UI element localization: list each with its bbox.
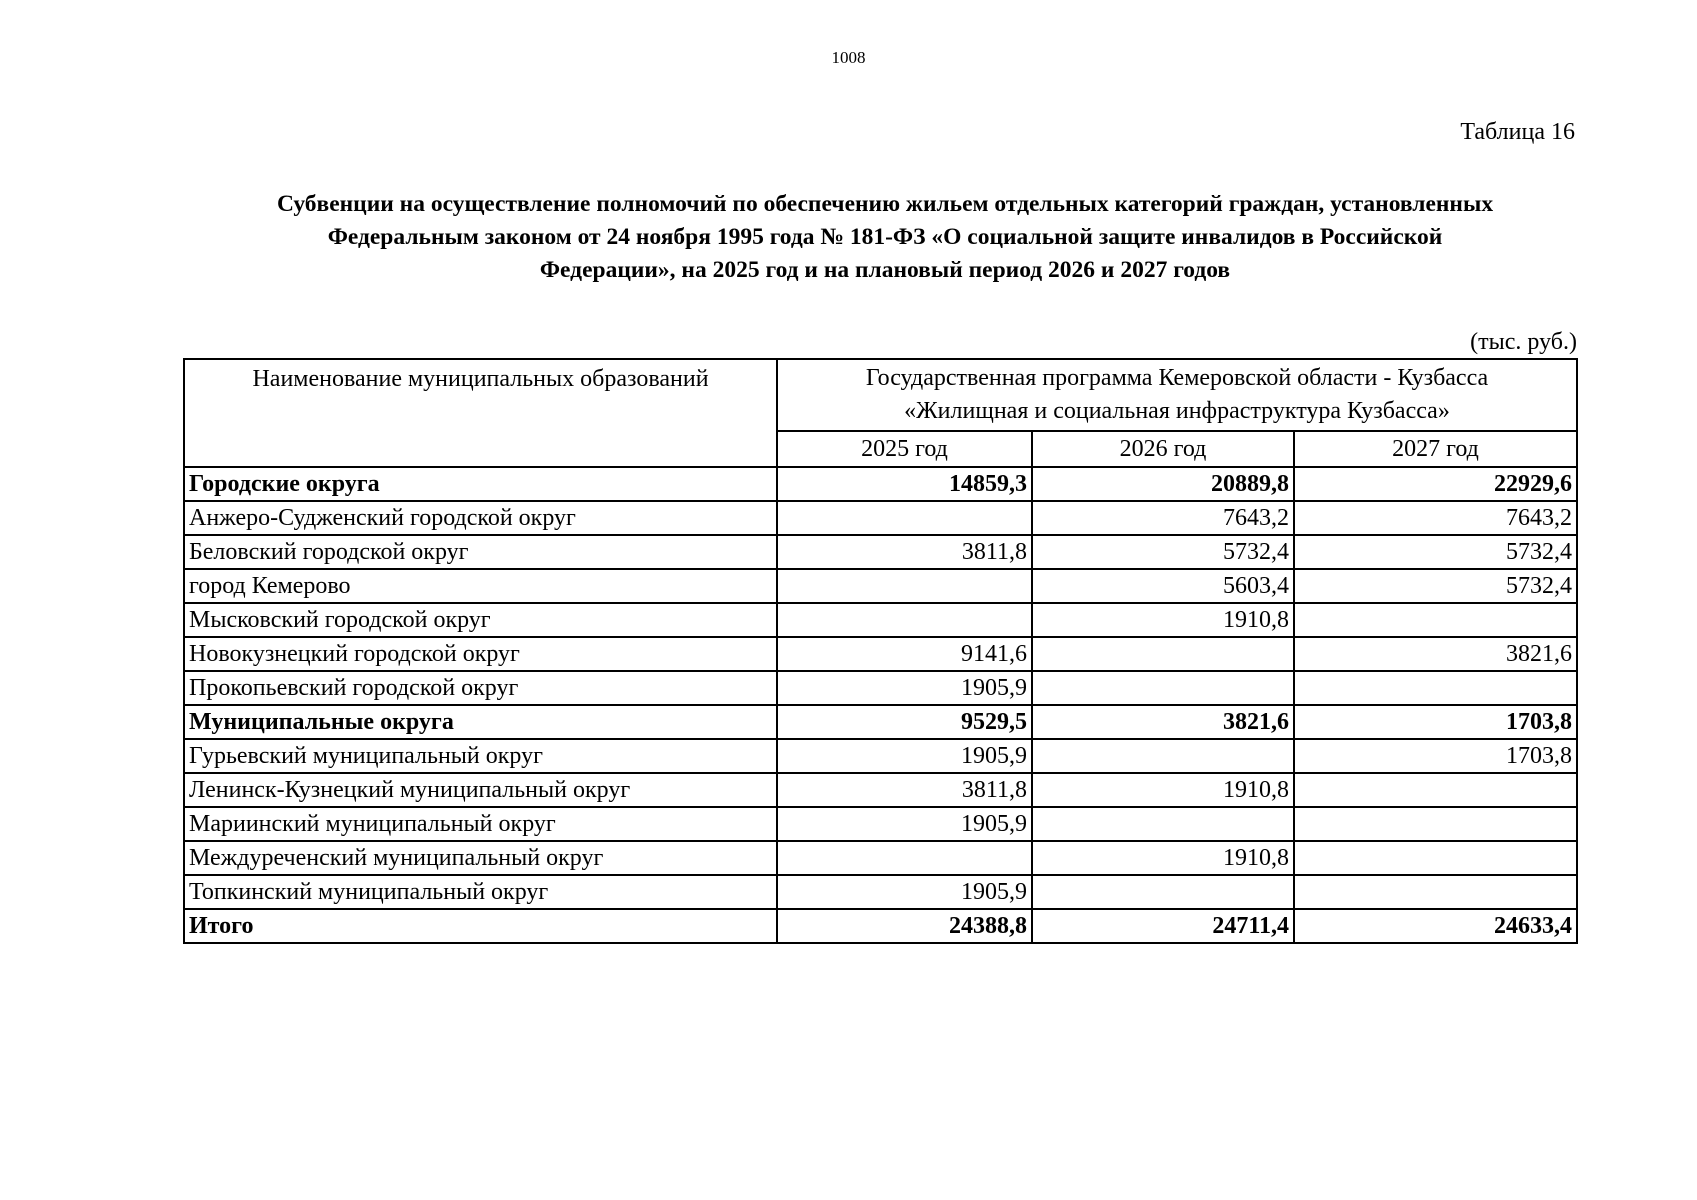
value-2025	[777, 569, 1032, 603]
table-row	[184, 739, 1577, 773]
value-2025: 14859,3	[777, 467, 1032, 501]
table-body	[184, 467, 1577, 943]
value-2027: 1703,8	[1294, 705, 1577, 739]
value-2025	[777, 501, 1032, 535]
row-name: Междуреченский муниципальный округ	[184, 841, 777, 875]
table-row	[184, 569, 1577, 603]
value-2027	[1294, 671, 1577, 705]
value-2026	[1032, 671, 1294, 705]
value-2027: 7643,2	[1294, 501, 1577, 535]
value-2025: 1905,9	[777, 875, 1032, 909]
value-2025	[777, 603, 1032, 637]
table-header	[184, 359, 1577, 467]
table-row	[184, 841, 1577, 875]
table-row	[184, 603, 1577, 637]
header-municipality-name: Наименование муниципальных образований	[184, 359, 777, 467]
value-2027: 5732,4	[1294, 569, 1577, 603]
value-2027	[1294, 603, 1577, 637]
table-row	[184, 501, 1577, 535]
row-name: Мысковский городской округ	[184, 603, 777, 637]
value-2026: 7643,2	[1032, 501, 1294, 535]
value-2026: 1910,8	[1032, 603, 1294, 637]
value-2026: 5603,4	[1032, 569, 1294, 603]
page-number: 1008	[831, 48, 866, 67]
value-2026: 1910,8	[1032, 841, 1294, 875]
value-2026: 24711,4	[1032, 909, 1294, 943]
row-name: Ленинск-Кузнецкий муниципальный округ	[184, 773, 777, 807]
table-row	[184, 467, 1577, 501]
row-name: Муниципальные округа	[184, 705, 777, 739]
table-row	[184, 909, 1577, 943]
subvention-table	[183, 358, 1578, 944]
value-2026	[1032, 637, 1294, 671]
document-title	[190, 188, 1580, 287]
value-2025: 1905,9	[777, 671, 1032, 705]
header-program-line: Государственная программа Кемеровской области - Кузбасса	[865, 365, 1489, 391]
header-program-line: «Жилищная и социальная инфраструктура Кузбасса»	[904, 398, 1450, 424]
table-row	[184, 535, 1577, 569]
table-row	[184, 875, 1577, 909]
value-2026: 20889,8	[1032, 467, 1294, 501]
row-name: Топкинский муниципальный округ	[184, 875, 777, 909]
row-name: Новокузнецкий городской округ	[184, 637, 777, 671]
value-2026	[1032, 739, 1294, 773]
value-2026: 3821,6	[1032, 705, 1294, 739]
row-name: Беловский городской округ	[184, 535, 777, 569]
value-2027: 24633,4	[1294, 909, 1577, 943]
value-2025: 9141,6	[777, 637, 1032, 671]
value-2025: 3811,8	[777, 535, 1032, 569]
value-2025: 24388,8	[777, 909, 1032, 943]
value-2026	[1032, 875, 1294, 909]
table-row	[184, 773, 1577, 807]
value-2027: 22929,6	[1294, 467, 1577, 501]
table-row	[184, 705, 1577, 739]
title-line: Федерации», на 2025 год и на плановый период 2026 и 2027 годов	[539, 257, 1231, 283]
row-name: Итого	[184, 909, 777, 943]
header-year-2025: 2025 год	[777, 431, 1032, 467]
unit-note: (тыс. руб.)	[1470, 329, 1577, 355]
row-name: Мариинский муниципальный округ	[184, 807, 777, 841]
row-name: Прокопьевский городской округ	[184, 671, 777, 705]
table-row	[184, 671, 1577, 705]
value-2027	[1294, 773, 1577, 807]
value-2025: 1905,9	[777, 807, 1032, 841]
row-name: Городские округа	[184, 467, 777, 501]
value-2026: 1910,8	[1032, 773, 1294, 807]
table-label: Таблица 16	[1460, 119, 1575, 145]
value-2027	[1294, 807, 1577, 841]
table-row	[184, 637, 1577, 671]
value-2026	[1032, 807, 1294, 841]
value-2025: 9529,5	[777, 705, 1032, 739]
table-row	[184, 807, 1577, 841]
title-line: Федеральным законом от 24 ноября 1995 года № 181-ФЗ «О социальной защите инвалидов в Российской	[327, 224, 1443, 250]
title-line: Субвенции на осуществление полномочий по обеспечению жильем отдельных категорий граждан, установленных	[276, 191, 1494, 217]
value-2027: 3821,6	[1294, 637, 1577, 671]
header-year-2027: 2027 год	[1294, 431, 1577, 467]
value-2027: 1703,8	[1294, 739, 1577, 773]
header-program	[777, 359, 1577, 431]
header-year-2026: 2026 год	[1032, 431, 1294, 467]
value-2027	[1294, 875, 1577, 909]
value-2025: 3811,8	[777, 773, 1032, 807]
value-2027	[1294, 841, 1577, 875]
value-2026: 5732,4	[1032, 535, 1294, 569]
value-2025: 1905,9	[777, 739, 1032, 773]
row-name: Анжеро-Судженский городской округ	[184, 501, 777, 535]
row-name: Гурьевский муниципальный округ	[184, 739, 777, 773]
value-2025	[777, 841, 1032, 875]
row-name: город Кемерово	[184, 569, 777, 603]
value-2027: 5732,4	[1294, 535, 1577, 569]
